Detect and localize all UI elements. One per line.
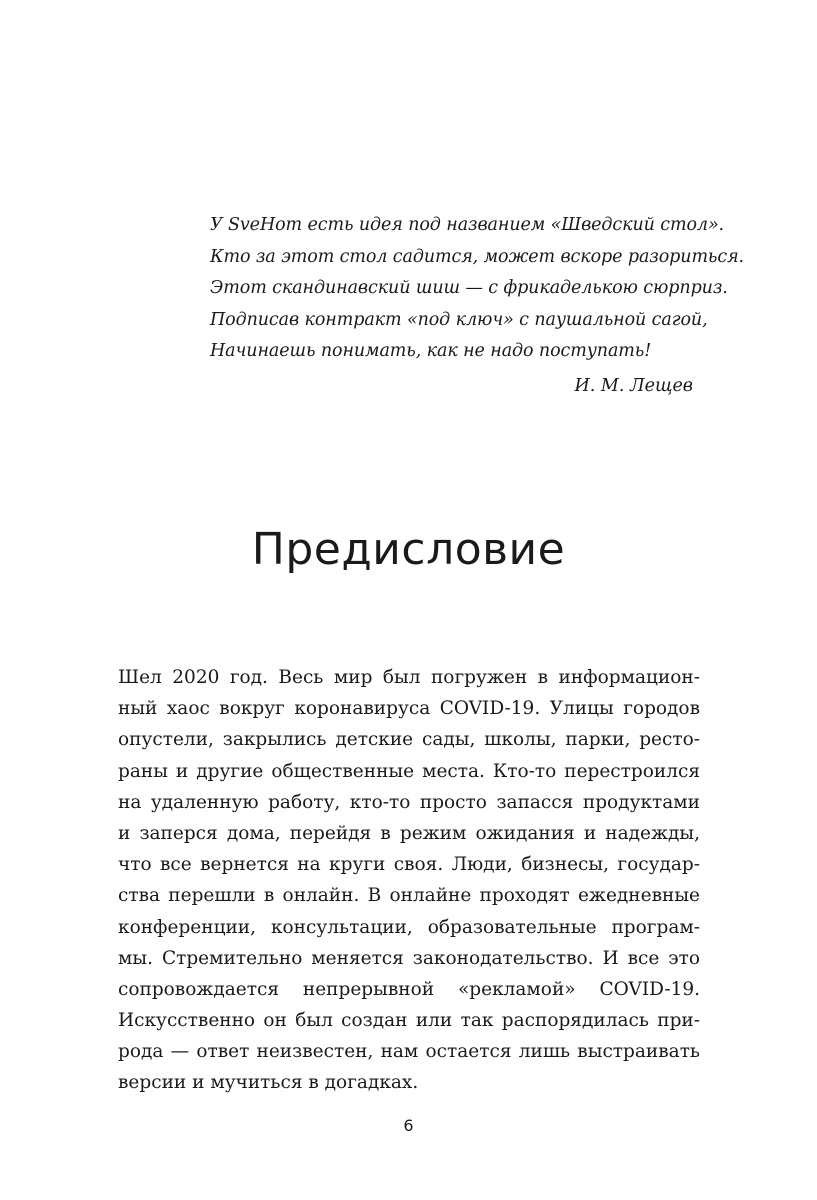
body-line: Шел 2020 год. Весь мир был погружен в информацион-: [118, 667, 700, 688]
page-number: 6: [403, 1116, 414, 1135]
epigraph-line: Начинаешь понимать, как не надо поступать!: [210, 341, 652, 361]
body-line: раны и другие общественные места. Кто-то перестроился: [118, 760, 700, 782]
body-line: конференции, консультации, образовательные програм-: [118, 916, 700, 938]
epigraph-author: И. М. Лещев: [574, 376, 693, 396]
epigraph-line: У SveHom есть идея под названием «Шведский стол».: [210, 215, 725, 235]
body-line: ства перешли в онлайн. В онлайне проходят ежедневные: [118, 885, 700, 907]
body-line: рода — ответ неизвестен, нам остается лишь выстраивать: [118, 1041, 700, 1063]
body-line: ный хаос вокруг коронавируса COVID-19. Улицы городов: [118, 698, 700, 720]
body-line: и заперся дома, перейдя в режим ожидания и надежды,: [118, 822, 700, 844]
epigraph-line: Кто за этот стол садится, может вскоре разориться.: [210, 246, 745, 267]
body-line: на удаленную работу, кто-то просто запасся продуктами: [118, 791, 700, 813]
epigraph-line: Этот скандинавский шиш — с фрикаделькою сюрприз.: [210, 278, 728, 298]
body-line: Искусственно он был создан или так распорядилась при-: [118, 1010, 700, 1032]
body-line: версии и мучиться в догадках.: [118, 1072, 419, 1094]
body-line: опустели, закрылись детские сады, школы, парки, ресто-: [118, 729, 700, 751]
body-line: мы. Стремительно меняется законодательство. И все это: [118, 947, 700, 969]
body-line: что все вернется на круги своя. Люди, бизнесы, государ-: [118, 854, 700, 876]
chapter-title: Предисловие: [251, 524, 566, 575]
body-line: сопровождается непрерывной «рекламой» COVID-19.: [118, 978, 700, 1000]
epigraph: [210, 210, 745, 368]
epigraph-line: Подписав контракт «под ключ» с паушальной сагой,: [210, 309, 708, 330]
body-paragraph: [118, 662, 700, 1099]
